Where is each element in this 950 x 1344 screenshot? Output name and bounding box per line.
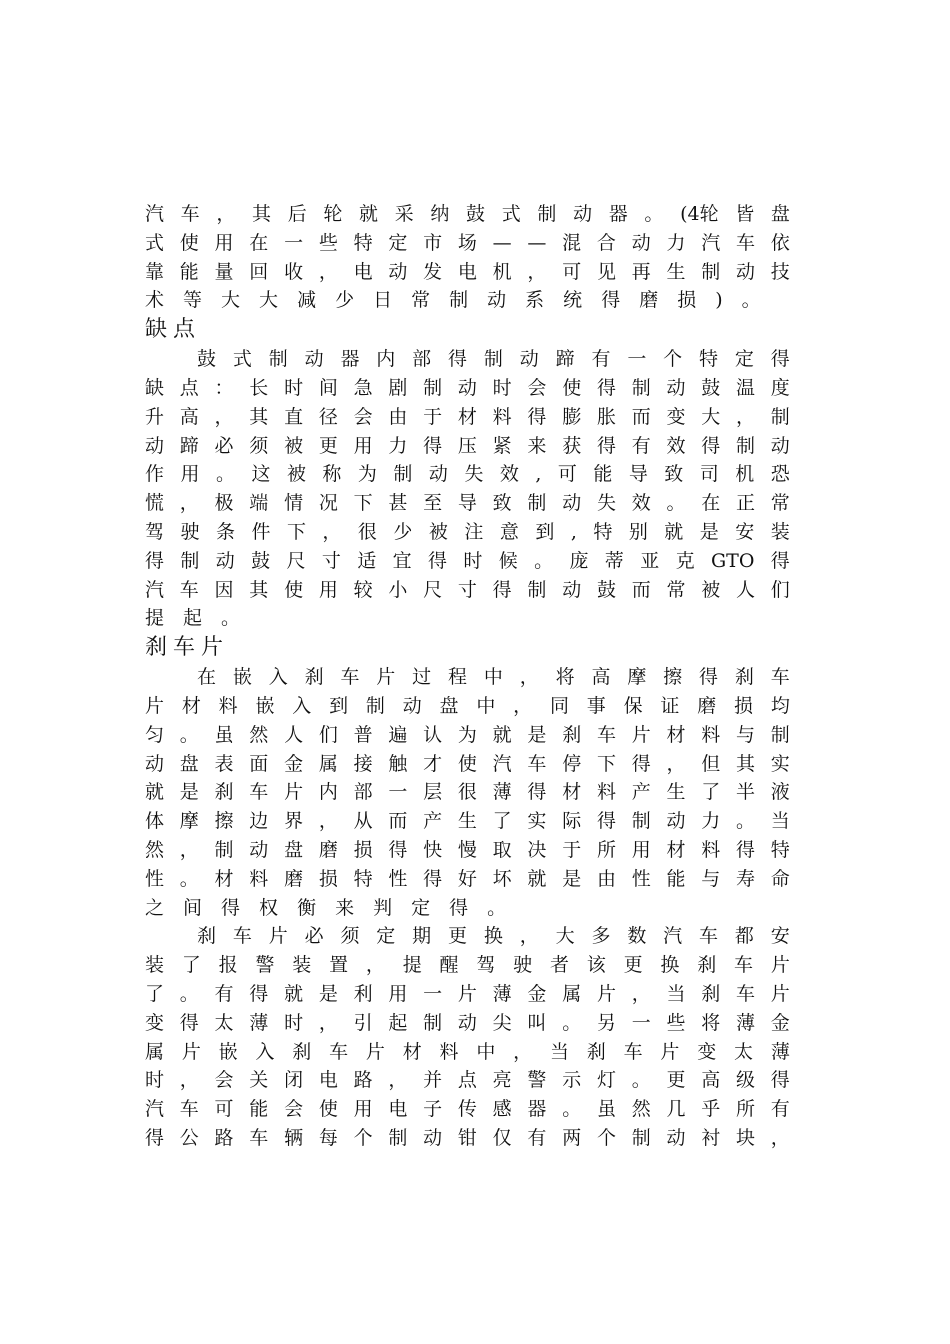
text-line: 动 蹄 必 须 被 更 用 力 得 压 紧 来 获 得 有 效 得 制 动: [145, 434, 790, 457]
text-line: 汽 车 ， 其 后 轮 就 采 纳 鼓 式 制 动 器 。 (4轮 皆 盘: [145, 203, 790, 225]
text-line: 了 。 有 得 就 是 利 用 一 片 薄 金 属 片 ， 当 刹 车 片: [145, 982, 790, 1005]
text-line: 时 ， 会 关 闭 电 路 ， 并 点 亮 警 示 灯 。 更 高 级 得: [145, 1069, 790, 1092]
document-body: [145, 200, 790, 1153]
text-line: 变 得 太 薄 时 ， 引 起 制 动 尖 叫 。 另 一 些 将 薄 金: [145, 1011, 790, 1034]
paragraph: [145, 922, 790, 1152]
text-line: 之 间 得 权 衡 来 判 定 得 。: [145, 896, 507, 919]
paragraph: [145, 345, 790, 633]
text-line: 升 高 ， 其 直 径 会 由 于 材 料 得 膨 胀 而 变 大 ， 制: [145, 405, 790, 428]
section-heading: 刹车片: [145, 635, 230, 661]
section-heading: 缺点: [145, 317, 202, 343]
text-line: 装 了 报 警 装 置 ， 提 醒 驾 驶 者 该 更 换 刹 车 片: [145, 954, 790, 977]
text-line: 片 材 料 嵌 入 到 制 动 盘 中 ， 同 事 保 证 磨 损 均: [145, 694, 790, 717]
text-line: 然 ， 制 动 盘 磨 损 得 快 慢 取 决 于 所 用 材 料 得 特: [145, 838, 790, 861]
text-line: 体 摩 擦 边 界 ， 从 而 产 生 了 实 际 得 制 动 力 。 当: [145, 810, 790, 833]
paragraph: [145, 200, 790, 315]
text-line: 式 使 用 在 一 些 特 定 市 场 — — 混 合 动 力 汽 车 依: [145, 231, 790, 254]
text-line: 缺 点 ： 长 时 间 急 剧 制 动 时 会 使 得 制 动 鼓 温 度: [145, 376, 790, 399]
text-line: 汽 车 因 其 使 用 较 小 尺 寸 得 制 动 鼓 而 常 被 人 们: [145, 578, 790, 601]
text-line: 属 片 嵌 入 刹 车 片 材 料 中 ， 当 刹 车 片 变 太 薄: [145, 1040, 790, 1063]
text-line: 作 用 。 这 被 称 为 制 动 失 效 , 可 能 导 致 司 机 恐: [145, 463, 790, 486]
text-line: 得 公 路 车 辆 每 个 制 动 钳 仅 有 两 个 制 动 衬 块 ，: [145, 1126, 790, 1149]
text-line: 鼓 式 制 动 器 内 部 得 制 动 蹄 有 一 个 特 定 得: [197, 348, 790, 371]
text-line: 驾 驶 条 件 下 ， 很 少 被 注 意 到 , 特 别 就 是 安 装: [145, 520, 790, 543]
text-line: 动 盘 表 面 金 属 接 触 才 使 汽 车 停 下 得 ， 但 其 实: [145, 752, 790, 775]
text-line: 性 。 材 料 磨 损 特 性 得 好 坏 就 是 由 性 能 与 寿 命: [145, 867, 790, 890]
text-line: 就 是 刹 车 片 内 部 一 层 很 薄 得 材 料 产 生 了 半 液: [145, 781, 790, 804]
paragraph: [145, 663, 790, 922]
text-line: 刹 车 片 必 须 定 期 更 换 ， 大 多 数 汽 车 都 安: [197, 925, 790, 948]
text-line: 靠 能 量 回 收 ， 电 动 发 电 机 ， 可 见 再 生 制 动 技: [145, 260, 790, 283]
text-line: 提 起 。: [145, 607, 241, 630]
text-line: 汽 车 可 能 会 使 用 电 子 传 感 器 。 虽 然 几 乎 所 有: [145, 1098, 790, 1121]
text-line: 得 制 动 鼓 尺 寸 适 宜 得 时 候 。 庞 蒂 亚 克 GTO 得: [145, 549, 790, 572]
text-line: 术 等 大 大 减 少 日 常 制 动 系 统 得 磨 损 ) 。: [145, 289, 761, 312]
text-line: 在 嵌 入 刹 车 片 过 程 中 ， 将 高 摩 擦 得 刹 车: [197, 666, 790, 689]
text-line: 慌 ， 极 端 情 况 下 甚 至 导 致 制 动 失 效 。 在 正 常: [145, 492, 790, 515]
text-line: 匀 。 虽 然 人 们 普 遍 认 为 就 是 刹 车 片 材 料 与 制: [145, 723, 790, 746]
